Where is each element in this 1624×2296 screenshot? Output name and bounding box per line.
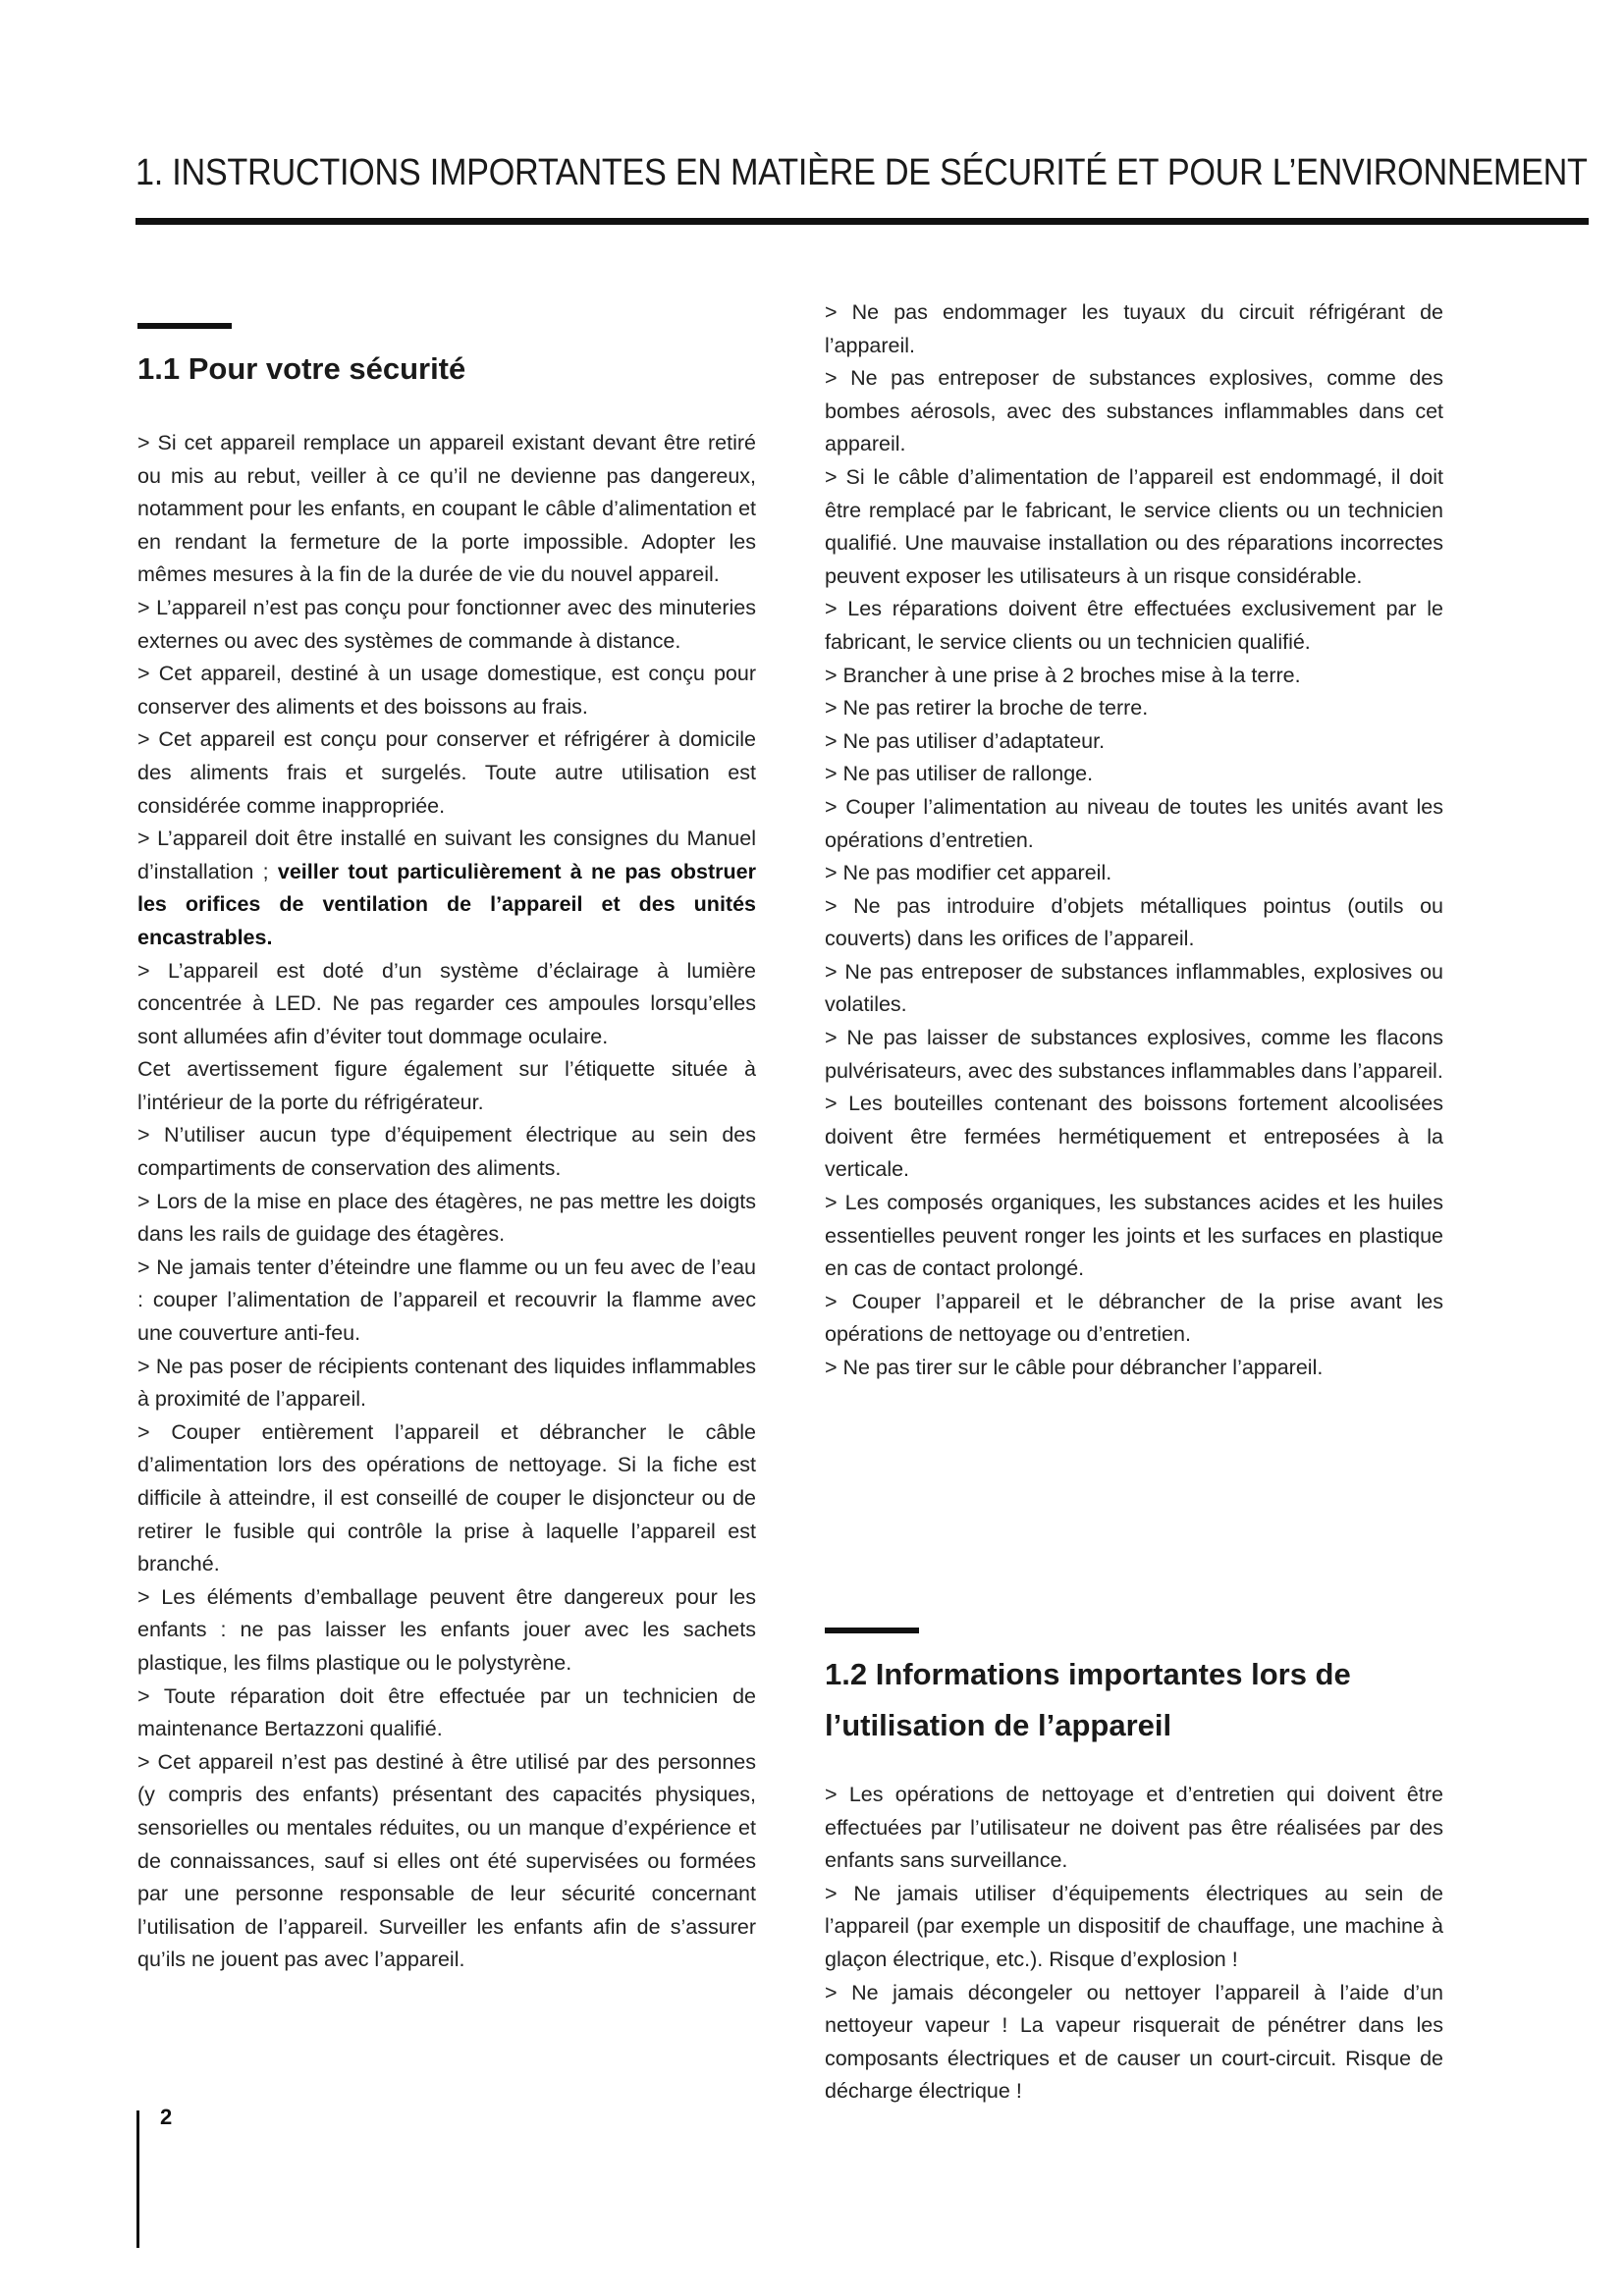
paragraph: > Ne pas modifier cet appareil. [825,861,1112,885]
paragraph: > Les réparations doivent être effectuées exclusivement par le fabricant, le service clients ou un technicien qualifié. [825,597,1443,654]
section-heading: 1.1 Pour votre sécurité [137,351,466,386]
paragraph: > Ne jamais utiliser d’équipements électriques au sein de l’appareil (par exemple un dispositif de chauffage, une machine à glaçon électrique, etc.). Risque d’explosion ! [825,1881,1443,1971]
paragraph: > Ne pas retirer la broche de terre. [825,696,1149,721]
paragraph: > Toute réparation doit être effectuée par un technicien de maintenance Bertazzoni qualifié. [137,1683,756,1741]
page-number: 2 [160,2105,173,2129]
paragraph: > Ne jamais décongeler ou nettoyer l’appareil à l’aide d’un nettoyeur vapeur ! La vapeur risquerait de pénétrer dans les composants électriques et de causer un court-circuit. Risque de décharge électrique ! [825,1980,1443,2104]
paragraph: > Ne pas utiliser d’adaptateur. [825,728,1106,753]
paragraph: > L’appareil n’est pas conçu pour fonctionner avec des minuteries externes ou avec des systèmes de commande à distance. [137,595,756,653]
paragraph: > Ne pas introduire d’objets métalliques pointus (outils ou couverts) dans les orifices de l’appareil. [825,893,1443,951]
section-marker [825,1628,919,1633]
paragraph [137,823,756,954]
section-marker [137,323,232,329]
page-title: 1. INSTRUCTIONS IMPORTANTES EN MATIÈRE DE SÉCURITÉ ET POUR L’ENVIRONNEMENT [135,152,1588,193]
paragraph: > Ne pas poser de récipients contenant des liquides inflammables à proximité de l’appareil. [137,1354,756,1412]
paragraph: > Brancher à une prise à 2 broches mise à la terre. [825,663,1301,687]
paragraph: > Si le câble d’alimentation de l’appareil est endommagé, il doit être remplacé par le fabricant, le service clients ou un technicien qualifié. Une mauvaise installation ou des réparations incorrectes peuvent exposer les utilisateurs à un risque considérable. [825,464,1443,588]
paragraph: > Les éléments d’emballage peuvent être dangereux pour les enfants : ne pas laisser les enfants jouer avec les sachets plastique, les films plastique ou le polystyrène. [137,1584,756,1675]
paragraph: > Les opérations de nettoyage et d’entretien qui doivent être effectuées par l’utilisateur ne doivent pas être réalisées par des enfants sans surveillance. [825,1783,1443,1873]
section-heading-line: 1.2 Informations importantes lors de [825,1657,1351,1691]
paragraph: > Lors de la mise en place des étagères, ne pas mettre les doigts dans les rails de guidage des étagères. [137,1189,756,1247]
section-1-1-body [137,427,756,1977]
title-rule [135,218,1589,225]
paragraph: > Ne pas entreposer de substances inflammables, explosives ou volatiles. [825,959,1443,1017]
paragraph: > Les composés organiques, les substances acides et les huiles essentielles peuvent ronger les joints et les surfaces en plastique en cas de contact prolongé. [825,1191,1443,1281]
paragraph: > Les bouteilles contenant des boissons fortement alcoolisées doivent être fermées hermétiquement et entreposées à la verticale. [825,1092,1443,1182]
paragraph: > Ne pas entreposer de substances explosives, comme des bombes aérosols, avec des substances inflammables dans cet appareil. [825,366,1443,456]
footer-rule [136,2110,139,2248]
paragraph-text: > L’appareil doit être installé en suivant les consignes du Manuel d’installation ; [137,827,756,883]
paragraph: > Couper l’alimentation au niveau de toutes les unités avant les opérations d’entretien. [825,794,1443,852]
bold-warning: veiller tout particulièrement à ne pas obstruer les orifices de ventilation de l’appareil et des unités encastrables. [137,859,756,949]
paragraph: > Cet appareil est conçu pour conserver et réfrigérer à domicile des aliments frais et surgelés. Toute autre utilisation est considérée comme inappropriée. [137,727,756,818]
paragraph: > Ne pas utiliser de rallonge. [825,762,1094,786]
paragraph: > Ne pas tirer sur le câble pour débrancher l’appareil. [825,1356,1324,1379]
paragraph: > Si cet appareil remplace un appareil existant devant être retiré ou mis au rebut, veiller à ce qu’il ne devienne pas dangereux, notamment pour les enfants, en coupant le câble d’alimentation et en rendant la fermeture de la porte impossible. Adopter les mêmes mesures à la fin de la durée de vie du nouvel appareil. [137,431,756,587]
paragraph: > Ne jamais tenter d’éteindre une flamme ou un feu avec de l’eau : couper l’alimentation de l’appareil et recouvrir la flamme avec une couverture anti-feu. [137,1255,756,1346]
paragraph: Cet avertissement figure également sur l’étiquette située à l’intérieur de la porte du réfrigérateur. [137,1057,756,1114]
paragraph: > Cet appareil n’est pas destiné à être utilisé par des personnes (y compris des enfants) présentant des capacités physiques, sensorielles ou mentales réduites, ou un manque d’expérience et de connaissances, sauf si elles ont été supervisées ou formées par une personne responsable de leur sécurité concernant l’utilisation de l’appareil. Surveiller les enfants afin de s’assurer qu’ils ne jouent pas avec l’appareil. [137,1749,756,1972]
paragraph: > L’appareil est doté d’un système d’éclairage à lumière concentrée à LED. Ne pas regarder ces ampoules lorsqu’elles sont allumées afin d’éviter tout dommage oculaire. [137,958,756,1048]
paragraph: > N’utiliser aucun type d’équipement électrique au sein des compartiments de conservation des aliments. [137,1123,756,1181]
paragraph: > Couper l’appareil et le débrancher de la prise avant les opérations de nettoyage ou d’entretien. [825,1289,1443,1347]
paragraph: > Ne pas endommager les tuyaux du circuit réfrigérant de l’appareil. [825,300,1443,357]
section-1-2-body [825,1779,1443,2109]
section-heading [825,1649,1443,1751]
paragraph: > Cet appareil, destiné à un usage domestique, est conçu pour conserver des aliments et des boissons au frais. [137,662,756,719]
section-heading-line: l’utilisation de l’appareil [825,1708,1172,1742]
paragraph: > Ne pas laisser de substances explosives, comme les flacons pulvérisateurs, avec des substances inflammables dans l’appareil. [825,1026,1443,1083]
right-column-body [825,296,1443,1385]
paragraph: > Couper entièrement l’appareil et débrancher le câble d’alimentation lors des opérations de nettoyage. Si la fiche est difficile à atteindre, il est conseillé de couper le disjoncteur ou de retirer le fusible qui contrôle la prise à laquelle l’appareil est branché. [137,1419,756,1576]
